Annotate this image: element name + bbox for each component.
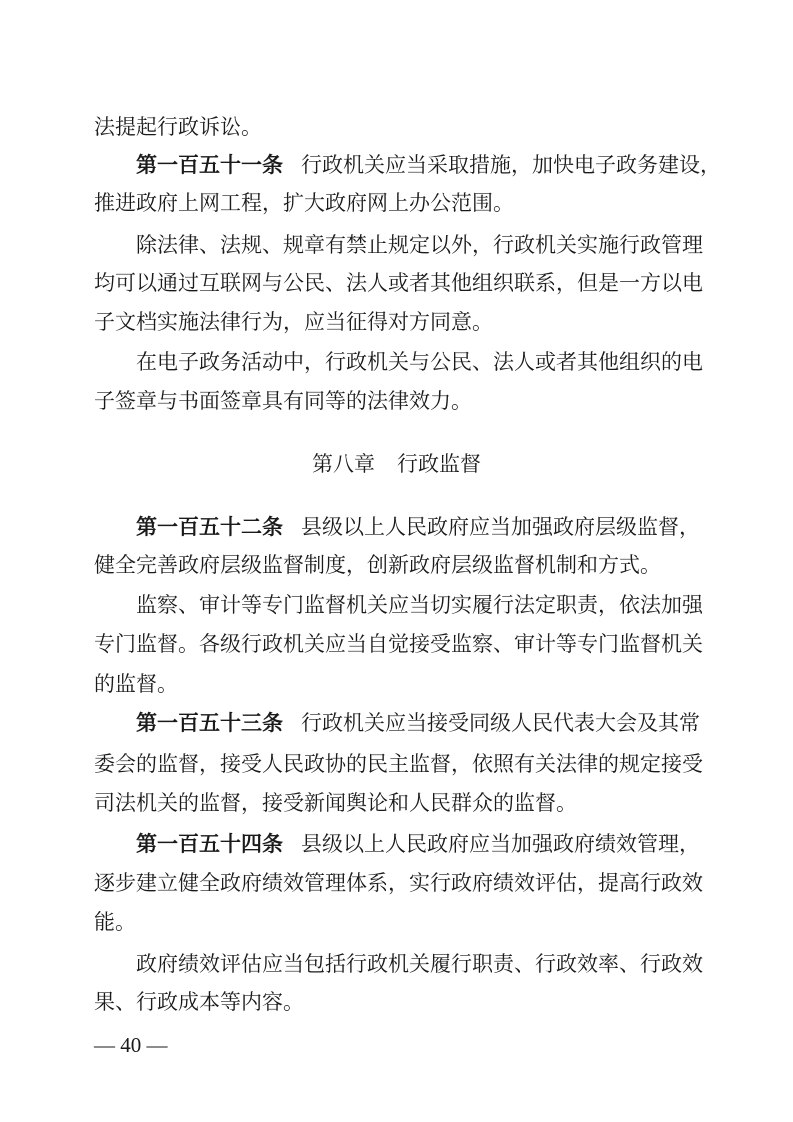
article-153-line	[94, 708, 704, 738]
text-line: 逐步建立健全政府绩效管理体系，实行政府绩效评估，提高行政效	[94, 871, 703, 895]
text-line: 在电子政务活动中，行政机关与公民、法人或者其他组织的电	[136, 350, 703, 374]
text-line: 的监督。	[94, 672, 178, 696]
text-line: 果、行政成本等内容。	[94, 990, 304, 1014]
chapter-heading	[0, 449, 793, 479]
article-151-line	[94, 150, 721, 180]
article-152-line	[94, 512, 704, 542]
text-line: 子签章与书面签章具有同等的法律效力。	[94, 389, 472, 413]
text-line: 监察、审计等专门监督机关应当切实履行法定职责，依法加强	[136, 593, 703, 617]
article-text: 县级以上人民政府应当加强政府绩效管理，	[301, 832, 700, 856]
text-line: 专门监督。各级行政机关应当自觉接受监察、审计等专门监督机关	[94, 632, 703, 656]
article-label: 第一百五十四条	[136, 832, 283, 856]
text-line: 健全完善政府层级监督制度，创新政府层级监督机制和方式。	[94, 553, 661, 577]
text-line: 司法机关的监督，接受新闻舆论和人民群众的监督。	[94, 791, 577, 815]
article-text: 行政机关应当接受同级人民代表大会及其常	[301, 711, 700, 735]
text-line: 子文档实施法律行为，应当征得对方同意。	[94, 310, 493, 334]
text-line: 能。	[94, 910, 136, 934]
text-line: 法提起行政诉讼。	[94, 115, 262, 139]
article-label: 第一百五十二条	[136, 515, 283, 539]
text-line: 均可以通过互联网与公民、法人或者其他组织联系，但是一方以电	[94, 271, 703, 295]
text-line: 除法律、法规、规章有禁止规定以外，行政机关实施行政管理	[136, 233, 703, 257]
article-text: 县级以上人民政府应当加强政府层级监督，	[301, 515, 700, 539]
article-label: 第一百五十三条	[136, 711, 283, 735]
text-line: 政府绩效评估应当包括行政机关履行职责、行政效率、行政效	[136, 952, 703, 976]
article-154-line	[94, 829, 704, 859]
page-number: — 40 —	[94, 1033, 168, 1057]
text-line: 委会的监督，接受人民政协的民主监督，依照有关法律的规定接受	[94, 752, 703, 776]
chapter-title: 行政监督	[397, 452, 481, 476]
article-text: 行政机关应当采取措施，加快电子政务建设，	[301, 153, 721, 177]
article-label: 第一百五十一条	[136, 153, 283, 177]
text-line: 推进政府上网工程，扩大政府网上办公范围。	[94, 191, 514, 215]
chapter-number: 第八章	[312, 452, 375, 476]
